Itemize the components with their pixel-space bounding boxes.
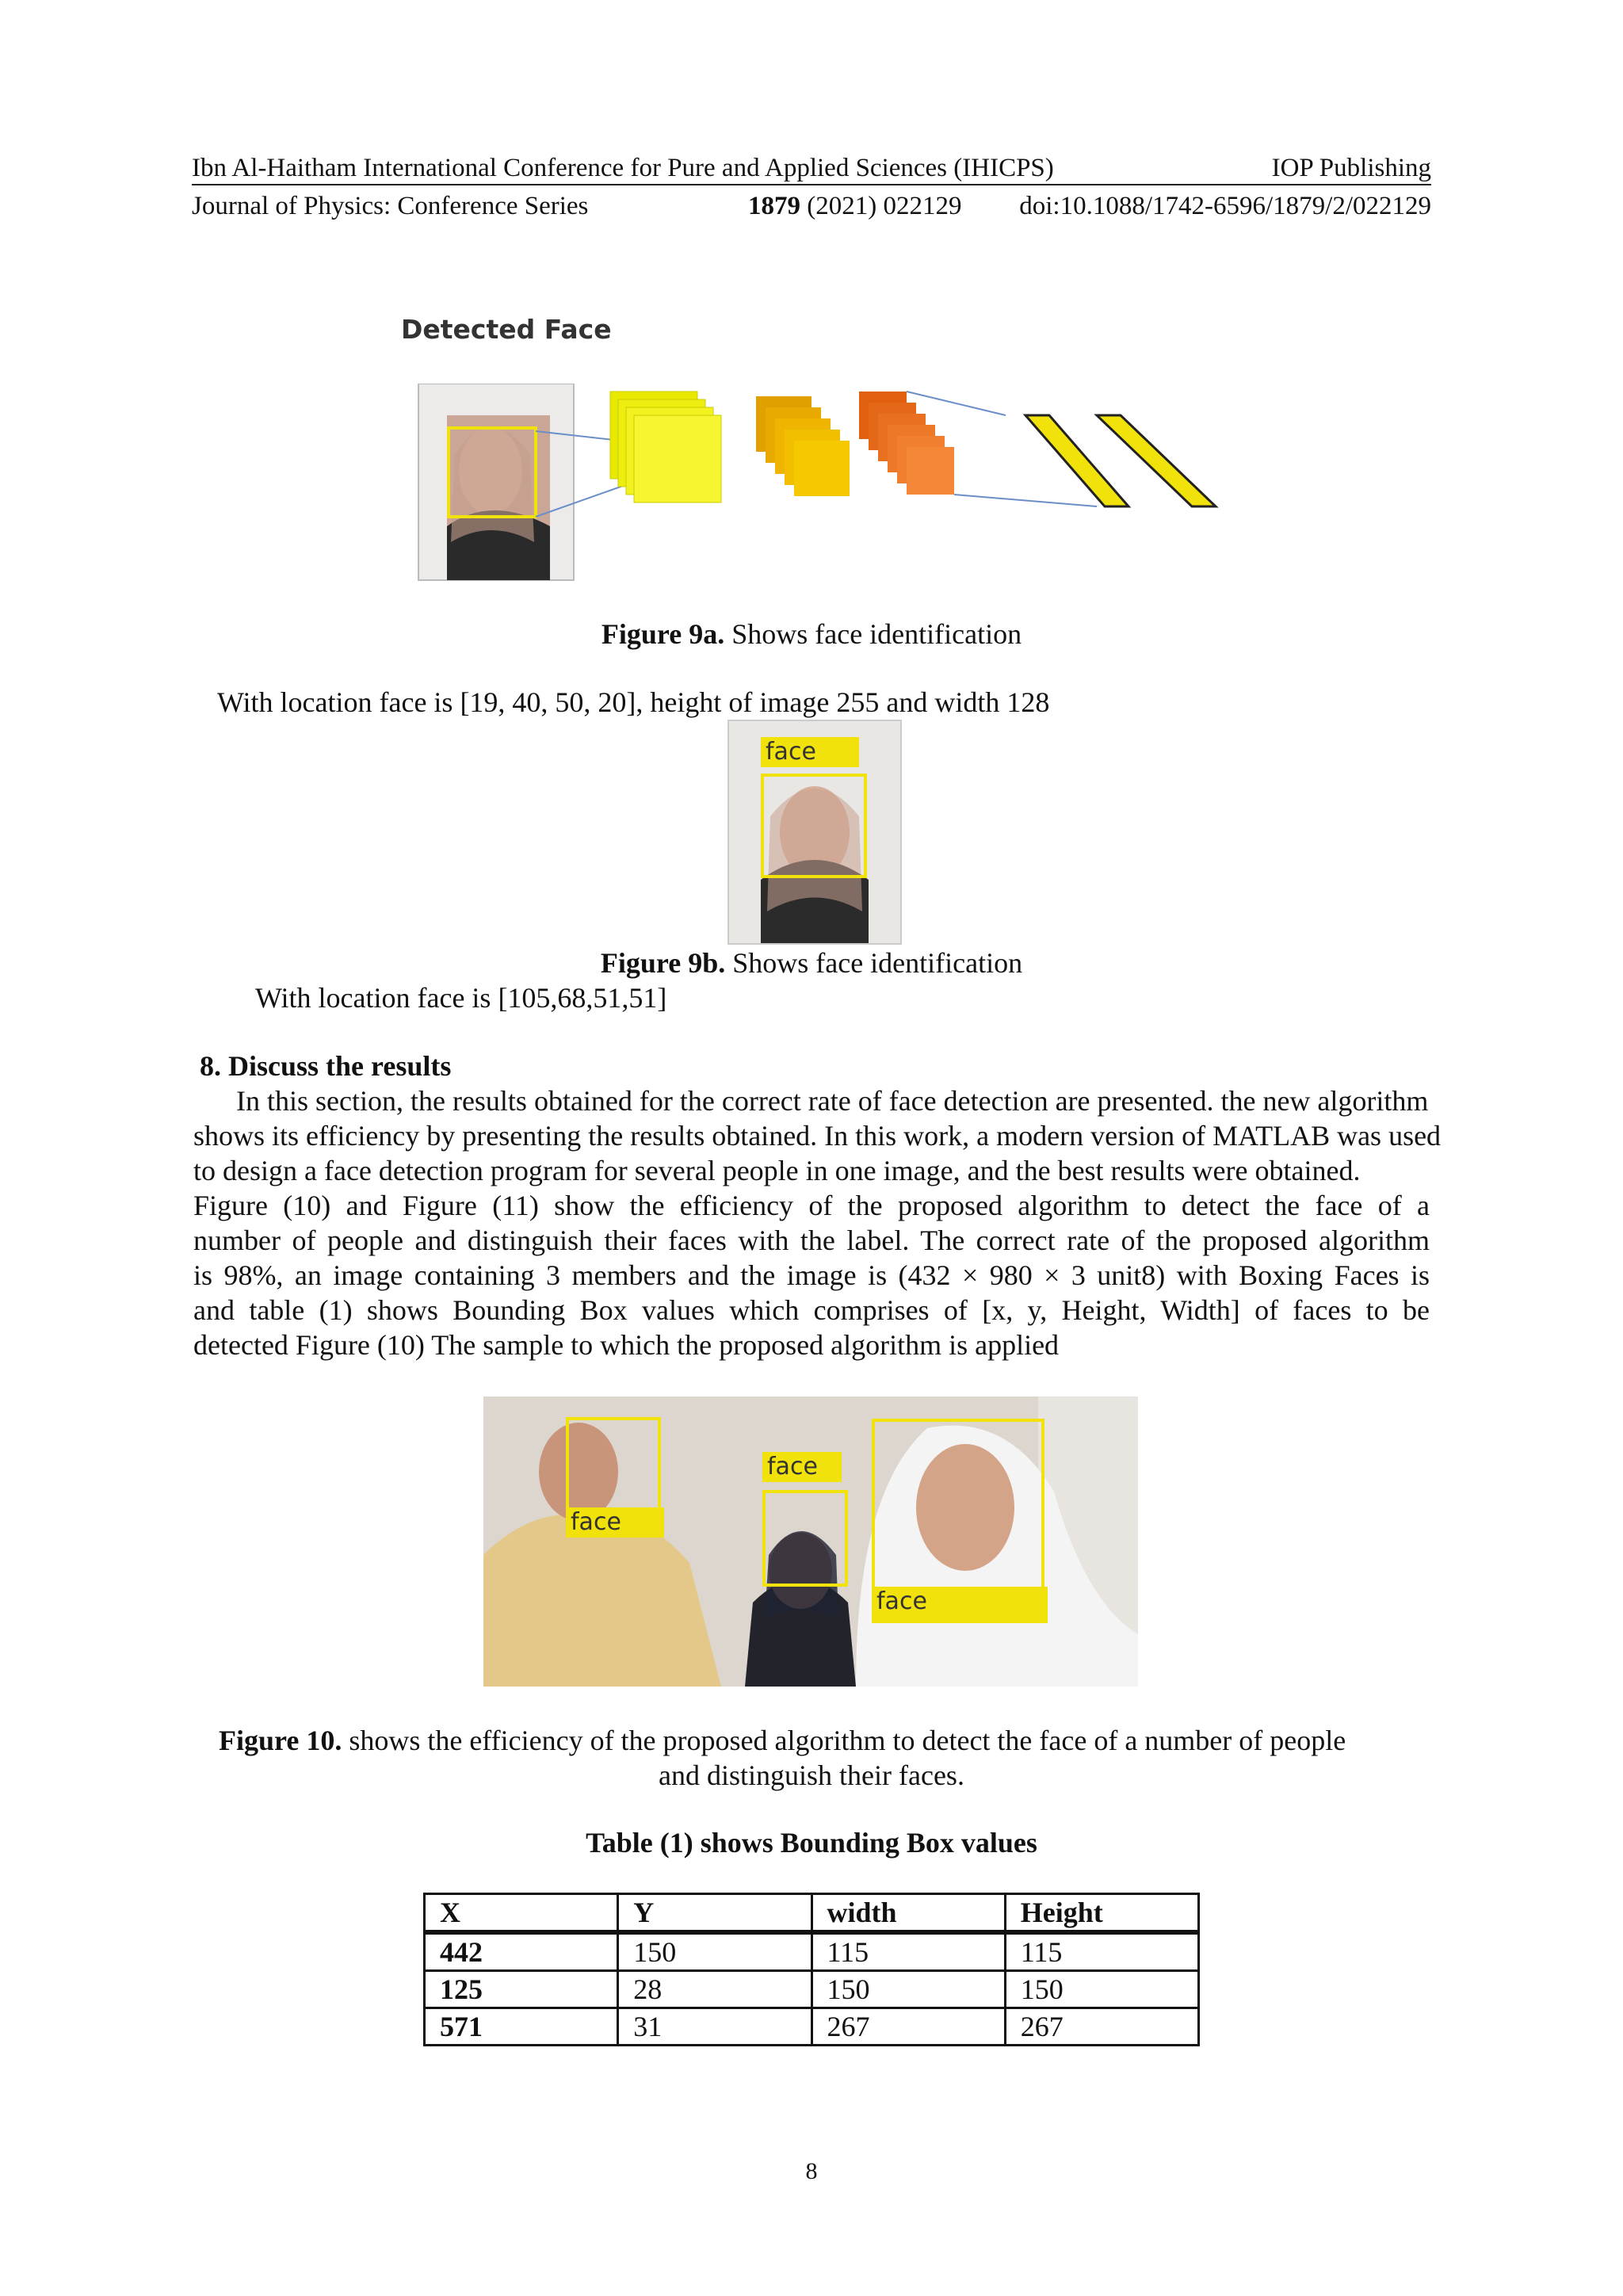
header-rule <box>192 184 1431 185</box>
section-heading: 8. Discuss the results <box>200 1050 452 1082</box>
paragraph-line-4: Figure (10) and Figure (11) show the efficiency of the proposed algorithm to detect the face of a <box>193 1190 1430 1221</box>
journal-name: Journal of Physics: Conference Series <box>192 192 589 220</box>
year-article: (2021) 022129 <box>807 192 962 220</box>
table-row <box>425 1932 1199 1971</box>
detected-face-title: Detected Face <box>401 314 612 345</box>
figure9b-face-box <box>761 774 867 878</box>
table-cell-width: 267 <box>812 2008 1005 2046</box>
figure10-caption-line-2: and distinguish their faces. <box>659 1759 964 1791</box>
figure9a-caption <box>0 617 1623 651</box>
page-number: 8 <box>805 2158 818 2184</box>
table-cell-x: 125 <box>425 1971 618 2008</box>
table-title: Table (1) shows Bounding Box values <box>586 1827 1037 1859</box>
figure9b-face-label: face <box>761 737 859 767</box>
figure10-face-label-2: face <box>762 1452 842 1482</box>
table-row <box>425 1971 1199 2008</box>
table-cell-width: 150 <box>812 1971 1005 2008</box>
figure10-face-box-2 <box>762 1490 848 1587</box>
column-header-height: Height <box>1005 1894 1198 1933</box>
cnn-diagram-svg <box>415 384 1232 582</box>
cnn-diagram <box>415 384 1232 582</box>
table-cell-y: 28 <box>618 1971 812 2008</box>
table-cell-x: 442 <box>425 1932 618 1971</box>
table-cell-height: 150 <box>1005 1971 1198 2008</box>
figure10-image <box>483 1396 1138 1687</box>
volume-number: 1879 <box>748 192 800 220</box>
table-header-row <box>425 1894 1199 1933</box>
conference-name: Ibn Al-Haitham International Conference for Pure and Applied Sciences (IHICPS) <box>192 154 1054 182</box>
figure10-caption-line-1 <box>219 1723 1346 1758</box>
table-cell-height: 267 <box>1005 2008 1198 2046</box>
figure9b-location-note: With location face is [105,68,51,51] <box>255 982 667 1014</box>
volume-info <box>748 190 961 222</box>
paragraph-line-3: to design a face detection program for several people in one image, and the best results were obtained. <box>193 1155 1361 1186</box>
paragraph-line-2: shows its efficiency by presenting the results obtained. In this work, a modern version of MATLAB was used <box>193 1120 1442 1152</box>
figure10-face-box-3 <box>872 1419 1044 1599</box>
figure10-caption-text: shows the efficiency of the proposed algorithm to detect the face of a number of people <box>342 1725 1346 1756</box>
table-cell-y: 31 <box>618 2008 812 2046</box>
figure9b-caption-text: Shows face identification <box>725 947 1023 979</box>
figure9b-label: Figure 9b. <box>600 947 726 979</box>
column-header-y: Y <box>618 1894 812 1933</box>
figure9b-image <box>727 720 902 945</box>
publisher-name: IOP Publishing <box>1271 154 1431 182</box>
figure9b-caption <box>0 946 1623 980</box>
paragraph-line-7: and table (1) shows Bounding Box values which comprises of [x, y, Height, Width] of faces to be <box>193 1294 1430 1326</box>
bounding-box-table <box>423 1893 1200 2046</box>
paragraph-line-1: In this section, the results obtained for the correct rate of face detection are presented. the new algorithm <box>236 1085 1429 1117</box>
column-header-width: width <box>812 1894 1005 1933</box>
table-cell-height: 115 <box>1005 1932 1198 1971</box>
figure9a-location-note: With location face is [19, 40, 50, 20], height of image 255 and width 128 <box>217 686 1050 718</box>
figure9a-caption-text: Shows face identification <box>724 618 1022 650</box>
paragraph-line-6: is 98%, an image containing 3 members and the image is (432 × 980 × 3 unit8) with Boxing Faces is <box>193 1259 1430 1291</box>
column-header-x: X <box>425 1894 618 1933</box>
paragraph-line-5: number of people and distinguish their faces with the label. The correct rate of the proposed algorithm <box>193 1224 1430 1256</box>
paragraph-line-8: detected Figure (10) The sample to which the proposed algorithm is applied <box>193 1329 1060 1361</box>
doi: doi:10.1088/1742-6596/1879/2/022129 <box>1019 192 1431 220</box>
figure10-face-label-3: face <box>872 1587 1048 1623</box>
table-cell-width: 115 <box>812 1932 1005 1971</box>
table-cell-x: 571 <box>425 2008 618 2046</box>
figure9a-label: Figure 9a. <box>601 618 725 650</box>
figure10-label: Figure 10. <box>219 1725 342 1756</box>
figure10-face-label-1: face <box>566 1507 664 1538</box>
table-cell-y: 150 <box>618 1932 812 1971</box>
table-row <box>425 2008 1199 2046</box>
